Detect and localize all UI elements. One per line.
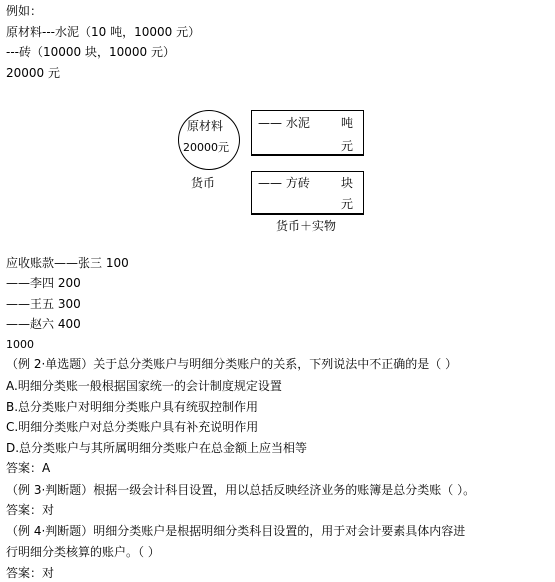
receivable-line-4: ——赵六 400 bbox=[6, 317, 81, 331]
example2-option-a: A.明细分类账一般根据国家统一的会计制度规定设置 bbox=[6, 379, 282, 393]
box-caption: 货币＋实物 bbox=[276, 219, 337, 233]
cement-unit-yuan: 元 bbox=[341, 139, 354, 153]
example4-question-line-1: （例 4·判断题）明细分类账户是根据明细分类科目设置的，用于对会计要素具体内容进 bbox=[6, 524, 466, 538]
example4-question-line-2: 行明细分类核算的账户。（ ） bbox=[6, 545, 160, 559]
example2-answer: 答案：A bbox=[6, 461, 51, 475]
receivable-line-2: ——李四 200 bbox=[6, 276, 81, 290]
circle-label: 原材料 bbox=[187, 119, 224, 133]
example2-question: （例 2·单选题）关于总分类账户与明细分类账户的关系，下列说法中不正确的是（ ） bbox=[6, 357, 458, 371]
intro-line-1: 例如： bbox=[6, 4, 43, 18]
example2-option-b: B.总分类账户对明细分类账户具有统驭控制作用 bbox=[6, 400, 259, 414]
cement-unit: 吨 bbox=[341, 116, 354, 130]
example3-question: （例 3·判断题）根据一级会计科目设置，用以总括反映经济业务的账簿是总分类账（ ）。 bbox=[6, 483, 476, 497]
circle-amount: 20000元 bbox=[183, 141, 229, 154]
intro-line-2: 原材料---水泥（10 吨，10000 元） bbox=[6, 25, 201, 39]
example4-answer: 答案：对 bbox=[6, 566, 55, 580]
circle-caption: 货币 bbox=[191, 176, 216, 190]
intro-line-4: 20000 元 bbox=[6, 66, 60, 80]
receivable-line-3: ——王五 300 bbox=[6, 297, 81, 311]
brick-label: —— 方砖 bbox=[258, 176, 310, 190]
example3-answer: 答案：对 bbox=[6, 503, 55, 517]
cement-label: —— 水泥 bbox=[258, 116, 310, 130]
brick-unit-yuan: 元 bbox=[341, 197, 354, 211]
example2-option-d: D.总分类账户与其所属明细分类账户在总金额上应当相等 bbox=[6, 441, 308, 455]
receivable-line-1: 应收账款——张三 100 bbox=[6, 256, 129, 270]
receivable-total: 1000 bbox=[6, 338, 34, 351]
brick-unit: 块 bbox=[341, 176, 354, 190]
intro-line-3: ---砖（10000 块，10000 元） bbox=[6, 45, 175, 59]
example2-option-c: C.明细分类账户对总分类账户具有补充说明作用 bbox=[6, 420, 259, 434]
